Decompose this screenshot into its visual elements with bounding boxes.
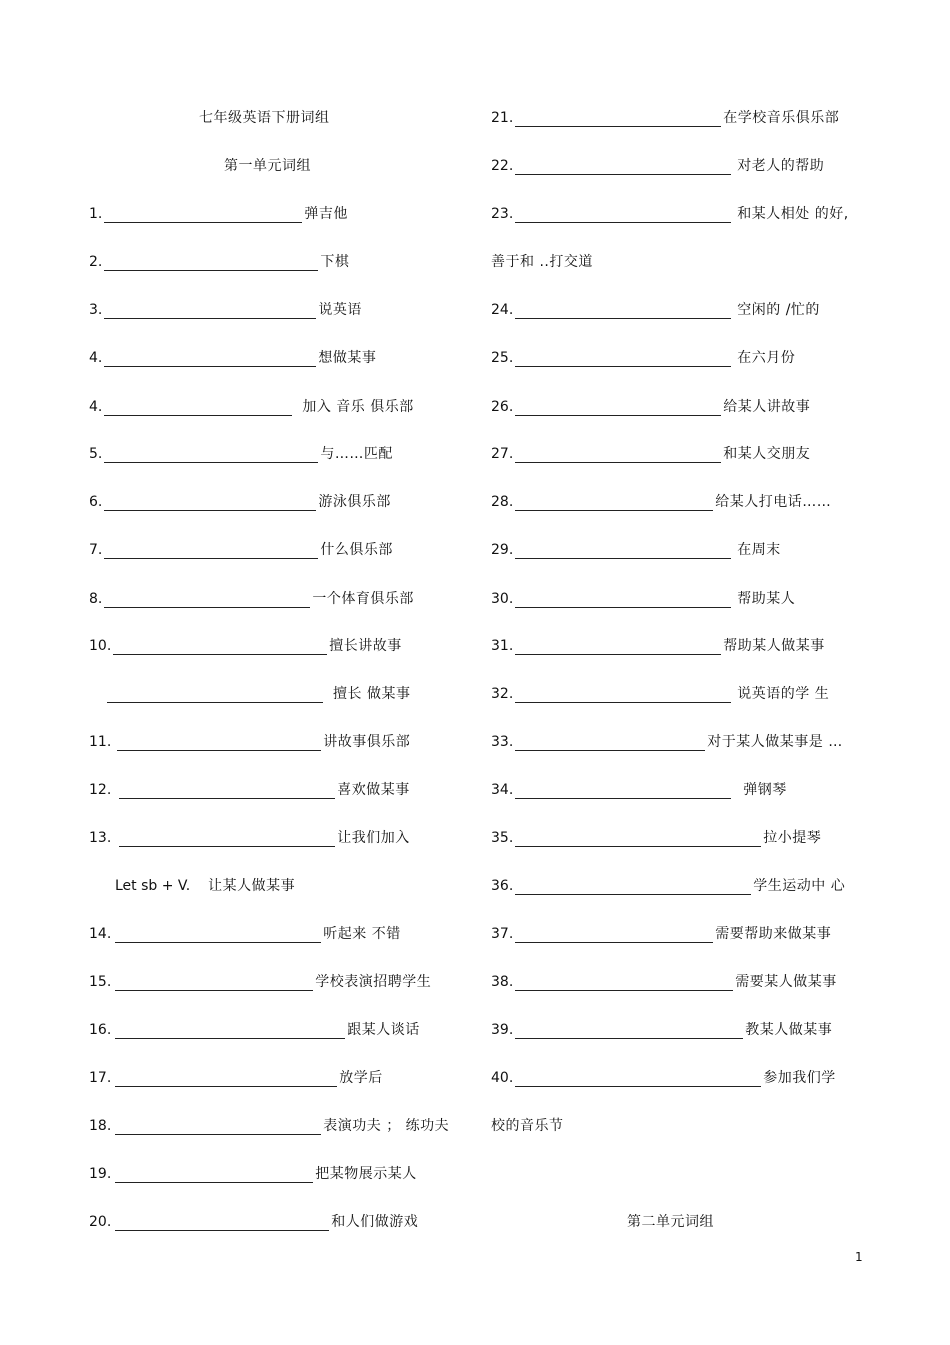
answer-blank[interactable] [115,972,313,991]
answer-blank[interactable] [104,492,316,511]
item-number: 25. [491,350,514,366]
answer-blank[interactable] [104,300,316,319]
list-item [89,347,376,369]
item-meaning: 说英语的学 生 [737,686,830,702]
item-meaning: 表演功夫 ； 练功夫 [323,1118,450,1134]
answer-blank[interactable] [515,636,721,655]
list-item [89,396,414,418]
item-meaning: 在学校音乐俱乐部 [723,110,840,126]
item-number: 22. [491,158,514,174]
item-number: 6. [89,494,103,510]
answer-blank[interactable] [515,589,731,608]
item-meaning: 听起来 不错 [323,926,401,942]
item-meaning: 给某人讲故事 [723,399,811,415]
item-number: 28. [491,494,514,510]
item-number: 12. [89,782,112,798]
item-number: 39. [491,1022,514,1038]
list-item [89,299,362,321]
let-note [115,875,295,897]
answer-blank[interactable] [115,1068,337,1087]
list-item [491,683,829,705]
list-item [491,827,821,849]
list-item [491,731,843,753]
list-item [89,588,414,610]
answer-blank[interactable] [515,492,713,511]
answer-blank[interactable] [104,204,302,223]
answer-blank[interactable] [115,924,321,943]
answer-blank[interactable] [515,540,731,559]
item-meaning: 对于某人做某事是 … [707,734,843,750]
item-number: 30. [491,591,514,607]
list-item [491,923,831,945]
list-item [491,347,795,369]
answer-blank[interactable] [515,348,731,367]
item-number: 26. [491,399,514,415]
list-item [491,107,839,129]
list-item [491,396,810,418]
list-item [491,779,787,801]
item-meaning: 学校表演招聘学生 [315,974,432,990]
item-meaning: 与……匹配 [320,446,393,462]
list-item [89,1067,383,1089]
answer-blank[interactable] [115,1164,313,1183]
item-number: 17. [89,1070,112,1086]
answer-blank[interactable] [104,252,318,271]
item-number: 16. [89,1022,112,1038]
item-number: 4. [89,399,103,415]
page-number: 1 [855,1250,863,1264]
list-item [491,299,820,321]
list-item [89,443,393,465]
item-meaning: 和某人交朋友 [723,446,811,462]
list-item [491,588,795,610]
item-number: 5. [89,446,103,462]
item-meaning: 想做某事 [318,350,377,366]
item40-continuation: 校的音乐节 [491,1118,564,1134]
item-meaning: 对老人的帮助 [737,158,825,174]
answer-blank[interactable] [104,540,318,559]
answer-blank[interactable] [119,780,335,799]
answer-blank[interactable] [115,1212,329,1231]
list-item [89,779,410,801]
item-meaning: 学生运动中 心 [753,878,846,894]
item-number: 11. [89,734,112,750]
answer-blank[interactable] [515,1068,761,1087]
item23-continuation: 善于和 ..打交道 [491,254,593,270]
item-meaning: 擅长讲故事 [329,638,402,654]
list-item [105,683,410,705]
item-meaning: 和人们做游戏 [331,1214,419,1230]
item-number: 7. [89,542,103,558]
list-item [89,491,391,513]
answer-blank[interactable] [515,732,705,751]
answer-blank[interactable] [515,204,731,223]
item-meaning: 加入 音乐 俱乐部 [302,399,414,415]
item-number: 8. [89,591,103,607]
list-item [89,827,410,849]
item-number: 29. [491,542,514,558]
item-meaning: 需要某人做某事 [735,974,837,990]
item-number: 18. [89,1118,112,1134]
item-meaning: 跟某人谈话 [347,1022,420,1038]
list-item [491,971,837,993]
item-meaning: 放学后 [339,1070,383,1086]
unit2-heading: 第二单元词组 [627,1214,714,1230]
list-item [491,203,849,225]
item-number: 37. [491,926,514,942]
list-item [89,1019,420,1041]
item-number: 20. [89,1214,112,1230]
list-item [491,635,825,657]
item-number: 13. [89,830,112,846]
answer-blank[interactable] [104,589,310,608]
item-number: 40. [491,1070,514,1086]
item-number: 1. [89,206,103,222]
answer-blank[interactable] [515,972,733,991]
list-item [491,1067,836,1089]
item-number: 36. [491,878,514,894]
answer-blank[interactable] [115,1020,345,1039]
item-meaning: 帮助某人做某事 [723,638,825,654]
answer-blank[interactable] [117,732,321,751]
let-note-meaning: 让某人做某事 [208,878,296,894]
item-meaning: 在六月份 [737,350,796,366]
answer-blank[interactable] [104,397,292,416]
item-meaning: 空闲的 /忙的 [737,302,820,318]
list-item [491,875,845,897]
item-number: 19. [89,1166,112,1182]
answer-blank[interactable] [115,1116,321,1135]
list-item [89,635,402,657]
item-meaning: 和某人相处 的好, [737,206,849,222]
item-meaning: 一个体育俱乐部 [312,591,414,607]
list-item [89,1163,417,1185]
item-meaning: 弹吉他 [304,206,348,222]
item-number: 34. [491,782,514,798]
item-meaning: 什么俱乐部 [320,542,393,558]
item-meaning: 需要帮助来做某事 [715,926,832,942]
unit1-heading: 第一单元词组 [224,158,311,174]
answer-blank[interactable] [515,300,731,319]
answer-blank[interactable] [104,348,316,367]
list-item [491,155,824,177]
item-number: 38. [491,974,514,990]
answer-blank[interactable] [515,780,731,799]
answer-blank[interactable] [515,397,721,416]
answer-blank[interactable] [113,636,327,655]
item-meaning: 在周末 [737,542,781,558]
item-number: 35. [491,830,514,846]
item-meaning: 喜欢做某事 [337,782,410,798]
item-meaning: 把某物展示某人 [315,1166,417,1182]
answer-blank[interactable] [119,828,335,847]
item-number: 15. [89,974,112,990]
item-meaning: 下棋 [320,254,350,270]
item-number: 2. [89,254,103,270]
item-number: 33. [491,734,514,750]
list-item [89,923,401,945]
item-meaning: 教某人做某事 [745,1022,833,1038]
list-item [89,203,348,225]
item-meaning: 帮助某人 [737,591,796,607]
answer-blank[interactable] [515,156,731,175]
item-meaning: 说英语 [318,302,362,318]
item-meaning: 擅长 做某事 [333,686,411,702]
let-note-text: Let sb + V. [115,878,191,894]
list-item [89,539,393,561]
item-number: 23. [491,206,514,222]
list-item [89,731,410,753]
answer-blank[interactable] [515,444,721,463]
answer-blank[interactable] [515,1020,743,1039]
item-meaning: 讲故事俱乐部 [323,734,411,750]
item-number: 32. [491,686,514,702]
answer-blank[interactable] [107,684,323,703]
list-item [89,251,349,273]
item-meaning: 给某人打电话…… [715,494,832,510]
item-number: 31. [491,638,514,654]
list-item [491,1019,832,1041]
item-number: 24. [491,302,514,318]
answer-blank[interactable] [515,828,761,847]
item-number: 14. [89,926,112,942]
answer-blank[interactable] [515,684,731,703]
list-item [491,443,810,465]
list-item [89,1211,418,1233]
item-meaning: 拉小提琴 [763,830,822,846]
item-meaning: 让我们加入 [337,830,410,846]
item-number: 27. [491,446,514,462]
item-number: 3. [89,302,103,318]
answer-blank[interactable] [104,444,318,463]
answer-blank[interactable] [515,924,713,943]
item-number: 21. [491,110,514,126]
list-item [491,491,831,513]
item-meaning: 参加我们学 [763,1070,836,1086]
answer-blank[interactable] [515,108,721,127]
list-item [491,539,781,561]
item-meaning: 游泳俱乐部 [318,494,391,510]
answer-blank[interactable] [515,876,751,895]
item-meaning: 弹钢琴 [743,782,787,798]
page-title: 七年级英语下册词组 [199,110,330,126]
list-item [89,1115,449,1137]
item-number: 4. [89,350,103,366]
item-number: 10. [89,638,112,654]
list-item [89,971,431,993]
